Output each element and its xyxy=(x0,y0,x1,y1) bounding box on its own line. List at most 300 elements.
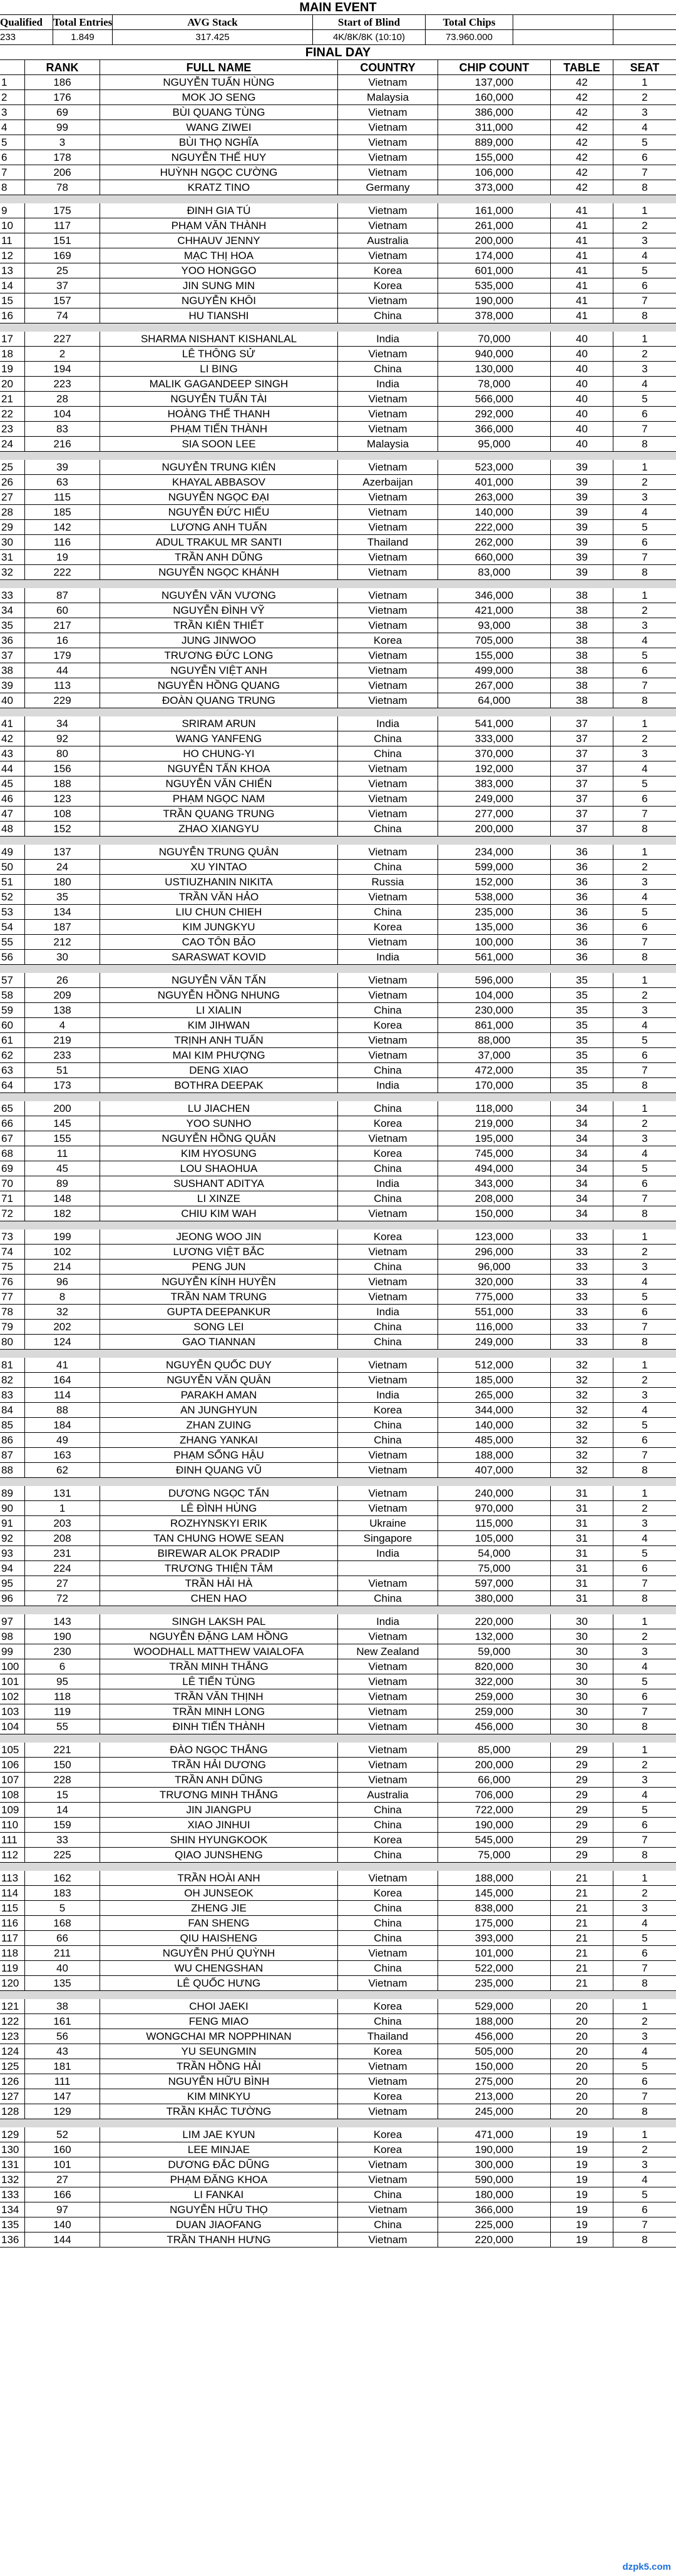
table-row-table: 32 xyxy=(551,1358,613,1373)
table-row-country: Vietnam xyxy=(338,1743,438,1758)
table-row-number: 27 xyxy=(0,490,25,505)
table-row-number: 101 xyxy=(0,1674,25,1689)
table-row-chip-count: 160,000 xyxy=(438,90,551,105)
table-row xyxy=(0,1229,676,1245)
table-row-rank: 111 xyxy=(25,2074,100,2089)
summary-value-entries: 1.849 xyxy=(53,30,113,45)
table-row-table: 39 xyxy=(551,535,613,550)
table-row-number: 53 xyxy=(0,905,25,920)
table-row-seat: 4 xyxy=(613,2044,676,2059)
table-row-table: 31 xyxy=(551,1561,613,1576)
table-row xyxy=(0,1003,676,1018)
table-row xyxy=(0,1131,676,1146)
table-row-chip-count: 152,000 xyxy=(438,875,551,890)
table-row-rank: 135 xyxy=(25,1976,100,1991)
table-row-full-name: PENG JUN xyxy=(100,1260,338,1275)
table-row xyxy=(0,1078,676,1093)
table-row-seat: 4 xyxy=(613,1275,676,1290)
table-row-rank: 113 xyxy=(25,678,100,693)
table-row-seat: 2 xyxy=(613,1373,676,1388)
table-row xyxy=(0,1486,676,1501)
table-row-number: 62 xyxy=(0,1048,25,1063)
table-row-country: China xyxy=(338,1848,438,1863)
table-row xyxy=(0,648,676,663)
table-row-full-name: ZHAN ZUING xyxy=(100,1418,338,1433)
table-row-table: 32 xyxy=(551,1403,613,1418)
table-row-full-name: ĐINH QUANG VŨ xyxy=(100,1463,338,1478)
table-row-number: 104 xyxy=(0,1719,25,1734)
table-row xyxy=(0,731,676,746)
table-row xyxy=(0,1245,676,1260)
table-row-full-name: NGUYỄN TUẤN HÙNG xyxy=(100,75,338,90)
table-row-chip-count: 320,000 xyxy=(438,1275,551,1290)
table-row-table: 34 xyxy=(551,1161,613,1176)
table-row-seat: 6 xyxy=(613,278,676,293)
table-row-rank: 55 xyxy=(25,1719,100,1734)
table-row-rank: 212 xyxy=(25,935,100,950)
table-row-country: China xyxy=(338,2187,438,2202)
table-row-chip-count: 300,000 xyxy=(438,2157,551,2172)
table-group-separator xyxy=(0,580,676,588)
table-row-full-name: NGUYỄN VIỆT ANH xyxy=(100,663,338,678)
table-row xyxy=(0,2104,676,2119)
table-row-seat: 3 xyxy=(613,1388,676,1403)
table-row-chip-count: 175,000 xyxy=(438,1916,551,1931)
table-row-chip-count: 105,000 xyxy=(438,1531,551,1546)
table-row-seat: 1 xyxy=(613,1999,676,2014)
table-row xyxy=(0,2089,676,2104)
table-row-seat: 5 xyxy=(613,1290,676,1305)
table-row-country: Vietnam xyxy=(338,1659,438,1674)
summary-value-total-chips: 73.960.000 xyxy=(426,30,513,45)
table-row-seat: 2 xyxy=(613,860,676,875)
table-row-full-name: NGUYỄN HỮU THỌ xyxy=(100,2202,338,2217)
table-row-full-name: NGUYỄN KHÔI xyxy=(100,293,338,308)
table-row-table: 35 xyxy=(551,1063,613,1078)
table-row-table: 37 xyxy=(551,807,613,822)
table-row-full-name: SRIRAM ARUN xyxy=(100,716,338,731)
table-row-chip-count: 660,000 xyxy=(438,550,551,565)
table-row-number: 61 xyxy=(0,1033,25,1048)
table-row-country: Vietnam xyxy=(338,105,438,120)
table-row-rank: 200 xyxy=(25,1101,100,1116)
table-row-full-name: LIU CHUN CHIEH xyxy=(100,905,338,920)
table-row-country: Vietnam xyxy=(338,2157,438,2172)
table-row-table: 31 xyxy=(551,1591,613,1606)
table-row-number: 47 xyxy=(0,807,25,822)
table-row-chip-count: 296,000 xyxy=(438,1245,551,1260)
table-row-number: 92 xyxy=(0,1531,25,1546)
table-row-country: Vietnam xyxy=(338,693,438,708)
table-row-chip-count: 225,000 xyxy=(438,2217,551,2232)
table-row-table: 20 xyxy=(551,2104,613,2119)
table-row-full-name: TRƯƠNG MINH THẮNG xyxy=(100,1788,338,1803)
table-row-country: Vietnam xyxy=(338,1033,438,1048)
table-row-number: 122 xyxy=(0,2014,25,2029)
summary-label-row xyxy=(0,15,676,30)
summary-label-total-chips: Total Chips xyxy=(426,15,513,30)
table-row-table: 41 xyxy=(551,263,613,278)
table-row-full-name: QIAO JUNSHENG xyxy=(100,1848,338,1863)
table-row-full-name: PHẠM VĂN THÀNH xyxy=(100,218,338,233)
table-row-chip-count: 240,000 xyxy=(438,1486,551,1501)
table-row-number: 56 xyxy=(0,950,25,965)
table-row-rank: 157 xyxy=(25,293,100,308)
table-row-chip-count: 380,000 xyxy=(438,1591,551,1606)
table-row-rank: 221 xyxy=(25,1743,100,1758)
table-row-chip-count: 267,000 xyxy=(438,678,551,693)
table-row-number: 37 xyxy=(0,648,25,663)
table-row-country: Vietnam xyxy=(338,203,438,218)
table-row-number: 72 xyxy=(0,1206,25,1221)
table-row-full-name: ADUL TRAKUL MR SANTI xyxy=(100,535,338,550)
table-row-number: 99 xyxy=(0,1644,25,1659)
table-row-country: China xyxy=(338,860,438,875)
table-row-country: Vietnam xyxy=(338,935,438,950)
table-row-number: 110 xyxy=(0,1818,25,1833)
table-row xyxy=(0,505,676,520)
table-row-number: 36 xyxy=(0,633,25,648)
table-row xyxy=(0,1531,676,1546)
table-row-country: China xyxy=(338,1320,438,1335)
table-row xyxy=(0,105,676,120)
table-row-country: Vietnam xyxy=(338,218,438,233)
table-row-table: 32 xyxy=(551,1433,613,1448)
table-row-table: 38 xyxy=(551,678,613,693)
table-row-number: 46 xyxy=(0,792,25,807)
table-row-number: 11 xyxy=(0,233,25,248)
table-row xyxy=(0,618,676,633)
table-row-seat: 2 xyxy=(613,1629,676,1644)
table-row-rank: 180 xyxy=(25,875,100,890)
table-row-number: 97 xyxy=(0,1614,25,1629)
table-row-country: China xyxy=(338,2014,438,2029)
table-row-chip-count: 200,000 xyxy=(438,233,551,248)
table-row-full-name: NGUYỄN TRUNG QUÂN xyxy=(100,845,338,860)
table-row-number: 52 xyxy=(0,890,25,905)
table-row-rank: 206 xyxy=(25,165,100,180)
table-row xyxy=(0,1018,676,1033)
table-row xyxy=(0,263,676,278)
table-row-seat: 6 xyxy=(613,1048,676,1063)
table-row-number: 15 xyxy=(0,293,25,308)
table-row-table: 41 xyxy=(551,248,613,263)
table-row xyxy=(0,633,676,648)
table-row-rank: 228 xyxy=(25,1773,100,1788)
table-row-country: Vietnam xyxy=(338,1463,438,1478)
table-row-seat: 4 xyxy=(613,1531,676,1546)
table-row-country: Korea xyxy=(338,633,438,648)
table-row-country: Korea xyxy=(338,2089,438,2104)
table-row-number: 51 xyxy=(0,875,25,890)
table-row-full-name: JIN JIANGPU xyxy=(100,1803,338,1818)
table-row-country: China xyxy=(338,1003,438,1018)
table-row-chip-count: 230,000 xyxy=(438,1003,551,1018)
table-row-full-name: NGUYỄN TẤN KHOA xyxy=(100,761,338,776)
table-row-rank: 25 xyxy=(25,263,100,278)
table-row-table: 21 xyxy=(551,1916,613,1931)
table-row-seat: 4 xyxy=(613,1916,676,1931)
table-row-seat: 3 xyxy=(613,618,676,633)
table-row-seat: 2 xyxy=(613,475,676,490)
table-row-full-name: TRẦN HẢI HÀ xyxy=(100,1576,338,1591)
table-row-number: 23 xyxy=(0,422,25,437)
table-row-number: 106 xyxy=(0,1758,25,1773)
table-row-number: 133 xyxy=(0,2187,25,2202)
table-row-full-name: SONG LEI xyxy=(100,1320,338,1335)
table-row-rank: 190 xyxy=(25,1629,100,1644)
table-row-chip-count: 195,000 xyxy=(438,1131,551,1146)
table-row-table: 33 xyxy=(551,1305,613,1320)
table-row-seat: 8 xyxy=(613,822,676,837)
table-row-rank: 145 xyxy=(25,1116,100,1131)
table-row-country: Vietnam xyxy=(338,807,438,822)
table-row-seat: 7 xyxy=(613,293,676,308)
table-row-full-name: JEONG WOO JIN xyxy=(100,1229,338,1245)
table-row-country: Vietnam xyxy=(338,1871,438,1886)
table-row-table: 32 xyxy=(551,1388,613,1403)
table-row-full-name: NGUYỄN VĂN QUÂN xyxy=(100,1373,338,1388)
table-row xyxy=(0,2127,676,2142)
table-row-number: 21 xyxy=(0,392,25,407)
table-row-chip-count: 245,000 xyxy=(438,2104,551,2119)
table-row-number: 22 xyxy=(0,407,25,422)
table-row xyxy=(0,973,676,988)
table-row-rank: 33 xyxy=(25,1833,100,1848)
table-row-rank: 119 xyxy=(25,1704,100,1719)
table-row-seat: 2 xyxy=(613,347,676,362)
table-row-chip-count: 861,000 xyxy=(438,1018,551,1033)
table-row-full-name: TRẦN THANH HƯNG xyxy=(100,2232,338,2248)
table-row-full-name: DUAN JIAOFANG xyxy=(100,2217,338,2232)
table-row-full-name: LÊ ĐÌNH HÙNG xyxy=(100,1501,338,1516)
table-row-rank: 123 xyxy=(25,792,100,807)
table-row-rank: 124 xyxy=(25,1335,100,1350)
table-row-seat: 6 xyxy=(613,1305,676,1320)
table-row-full-name: XIAO JINHUI xyxy=(100,1818,338,1833)
table-row-chip-count: 456,000 xyxy=(438,2029,551,2044)
table-row-number: 35 xyxy=(0,618,25,633)
table-row-table: 21 xyxy=(551,1961,613,1976)
table-row-table: 41 xyxy=(551,218,613,233)
table-row-country: Australia xyxy=(338,1788,438,1803)
table-row-table: 29 xyxy=(551,1788,613,1803)
table-row-chip-count: 485,000 xyxy=(438,1433,551,1448)
table-row-country: Korea xyxy=(338,920,438,935)
table-row-number: 20 xyxy=(0,377,25,392)
table-row-seat: 8 xyxy=(613,1591,676,1606)
table-row-chip-count: 200,000 xyxy=(438,1758,551,1773)
table-row-seat: 1 xyxy=(613,460,676,475)
table-row-number: 87 xyxy=(0,1448,25,1463)
table-row-rank: 211 xyxy=(25,1946,100,1961)
table-row-country: Vietnam xyxy=(338,1206,438,1221)
table-row-rank: 69 xyxy=(25,105,100,120)
table-row xyxy=(0,1546,676,1561)
table-row-chip-count: 70,000 xyxy=(438,332,551,347)
table-row-full-name: NGUYỄN ĐỨC HIẾU xyxy=(100,505,338,520)
table-row-chip-count: 889,000 xyxy=(438,135,551,150)
table-row xyxy=(0,377,676,392)
table-row-rank: 233 xyxy=(25,1048,100,1063)
table-row-rank: 37 xyxy=(25,278,100,293)
event-title: MAIN EVENT xyxy=(0,0,676,15)
table-row xyxy=(0,905,676,920)
table-row-chip-count: 106,000 xyxy=(438,165,551,180)
table-row-country: Vietnam xyxy=(338,2059,438,2074)
table-row-chip-count: 599,000 xyxy=(438,860,551,875)
table-row-table: 19 xyxy=(551,2142,613,2157)
table-row-table: 21 xyxy=(551,1886,613,1901)
table-row-table: 36 xyxy=(551,845,613,860)
table-row-table: 40 xyxy=(551,437,613,452)
table-row-country: Malaysia xyxy=(338,437,438,452)
summary-empty-cell xyxy=(513,15,613,30)
table-row-number: 81 xyxy=(0,1358,25,1373)
table-row-country: Thailand xyxy=(338,2029,438,2044)
table-row-country: Vietnam xyxy=(338,2202,438,2217)
table-row-rank: 176 xyxy=(25,90,100,105)
table-row-number: 1 xyxy=(0,75,25,90)
table-row-table: 42 xyxy=(551,180,613,195)
table-row-seat: 3 xyxy=(613,746,676,761)
table-row-number: 91 xyxy=(0,1516,25,1531)
table-row-country: China xyxy=(338,746,438,761)
table-row-country: Vietnam xyxy=(338,120,438,135)
header-full-name: FULL NAME xyxy=(100,60,338,75)
table-row-table: 37 xyxy=(551,746,613,761)
table-row-table: 40 xyxy=(551,407,613,422)
table-row-number: 57 xyxy=(0,973,25,988)
table-row-seat: 6 xyxy=(613,1176,676,1191)
table-row xyxy=(0,1146,676,1161)
table-row-table: 31 xyxy=(551,1516,613,1531)
table-row xyxy=(0,203,676,218)
table-row xyxy=(0,520,676,535)
table-row-rank: 88 xyxy=(25,1403,100,1418)
table-row-rank: 95 xyxy=(25,1674,100,1689)
table-row-full-name: NGUYỄN VĂN CHIẾN xyxy=(100,776,338,792)
table-group-separator xyxy=(0,1863,676,1871)
table-row-country: Ukraine xyxy=(338,1516,438,1531)
table-row-country: Vietnam xyxy=(338,392,438,407)
table-row-table: 34 xyxy=(551,1131,613,1146)
table-row-full-name: SINGH LAKSH PAL xyxy=(100,1614,338,1629)
table-row-seat: 7 xyxy=(613,2217,676,2232)
table-row-seat: 7 xyxy=(613,1191,676,1206)
table-row xyxy=(0,1433,676,1448)
table-row-full-name: BIREWAR ALOK PRADIP xyxy=(100,1546,338,1561)
table-row-country: China xyxy=(338,1335,438,1350)
table-row-country: Vietnam xyxy=(338,761,438,776)
table-row-table: 19 xyxy=(551,2232,613,2248)
table-row-table: 29 xyxy=(551,1758,613,1773)
table-row-seat: 4 xyxy=(613,1659,676,1674)
table-row xyxy=(0,588,676,603)
table-row-number: 26 xyxy=(0,475,25,490)
table-row-full-name: HO CHUNG-YI xyxy=(100,746,338,761)
table-row-chip-count: 75,000 xyxy=(438,1848,551,1863)
table-row-chip-count: 101,000 xyxy=(438,1946,551,1961)
table-row-seat: 6 xyxy=(613,2074,676,2089)
table-row-seat: 6 xyxy=(613,1433,676,1448)
table-row-country: India xyxy=(338,332,438,347)
table-row-chip-count: 706,000 xyxy=(438,1788,551,1803)
table-row-seat: 7 xyxy=(613,165,676,180)
table-row xyxy=(0,490,676,505)
table-row-rank: 202 xyxy=(25,1320,100,1335)
table-row-rank: 80 xyxy=(25,746,100,761)
table-row xyxy=(0,845,676,860)
table-row-table: 33 xyxy=(551,1229,613,1245)
table-row-seat: 1 xyxy=(613,1614,676,1629)
table-row-full-name: SUSHANT ADITYA xyxy=(100,1176,338,1191)
table-row-table: 20 xyxy=(551,2044,613,2059)
table-row-rank: 74 xyxy=(25,308,100,323)
table-row-full-name: TRẦN KIÊN THIẾT xyxy=(100,618,338,633)
table-row-chip-count: 722,000 xyxy=(438,1803,551,1818)
table-row-chip-count: 499,000 xyxy=(438,663,551,678)
table-row-country: China xyxy=(338,1931,438,1946)
table-row-table: 42 xyxy=(551,150,613,165)
table-row-full-name: HU TIANSHI xyxy=(100,308,338,323)
table-row-seat: 8 xyxy=(613,308,676,323)
table-row-seat: 7 xyxy=(613,550,676,565)
table-row-full-name: LI BING xyxy=(100,362,338,377)
table-row-seat: 2 xyxy=(613,603,676,618)
table-row xyxy=(0,248,676,263)
table-row xyxy=(0,807,676,822)
table-row-number: 9 xyxy=(0,203,25,218)
table-row-country: China xyxy=(338,1803,438,1818)
table-row xyxy=(0,1803,676,1818)
table-row-country: Vietnam xyxy=(338,75,438,90)
table-row-number: 13 xyxy=(0,263,25,278)
table-row-table: 33 xyxy=(551,1275,613,1290)
table-row xyxy=(0,1320,676,1335)
table-row-full-name: OH JUNSEOK xyxy=(100,1886,338,1901)
table-row-seat: 6 xyxy=(613,1561,676,1576)
table-row-full-name: ROZHYNSKYI ERIK xyxy=(100,1516,338,1531)
table-row-chip-count: 820,000 xyxy=(438,1659,551,1674)
table-row-number: 105 xyxy=(0,1743,25,1758)
table-row-seat: 6 xyxy=(613,150,676,165)
table-row xyxy=(0,890,676,905)
table-row-rank: 151 xyxy=(25,233,100,248)
table-row-rank: 56 xyxy=(25,2029,100,2044)
table-row-full-name: FAN SHENG xyxy=(100,1916,338,1931)
table-group-separator xyxy=(0,2119,676,2127)
table-row-seat: 5 xyxy=(613,776,676,792)
table-group-separator xyxy=(0,1991,676,1999)
table-row-number: 77 xyxy=(0,1290,25,1305)
table-row-number: 82 xyxy=(0,1373,25,1388)
table-row-country: Vietnam xyxy=(338,1704,438,1719)
table-row-full-name: PHẠM ĐĂNG KHOA xyxy=(100,2172,338,2187)
table-row-full-name: TRẦN MINH THẮNG xyxy=(100,1659,338,1674)
table-row-full-name: WOODHALL MATTHEW VAIALOFA xyxy=(100,1644,338,1659)
table-row-number: 74 xyxy=(0,1245,25,1260)
table-row-number: 79 xyxy=(0,1320,25,1335)
table-row-chip-count: 366,000 xyxy=(438,2202,551,2217)
table-row-number: 43 xyxy=(0,746,25,761)
table-row-full-name: ZHENG JIE xyxy=(100,1901,338,1916)
table-row-country: China xyxy=(338,1063,438,1078)
table-row-number: 24 xyxy=(0,437,25,452)
table-row-rank: 87 xyxy=(25,588,100,603)
table-row-country: Vietnam xyxy=(338,776,438,792)
table-row-country: China xyxy=(338,308,438,323)
